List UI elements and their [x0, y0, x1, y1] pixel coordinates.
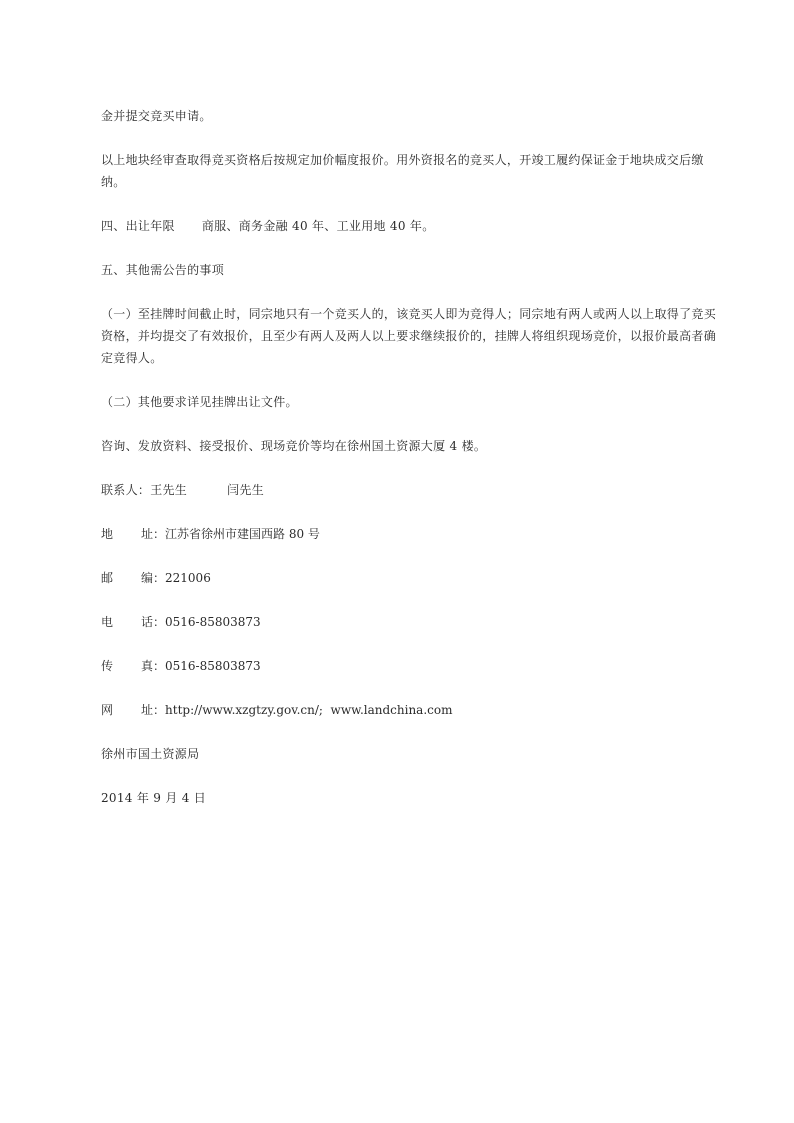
website-label-char: 网 [101, 703, 114, 717]
postcode-value: 221006 [165, 571, 211, 585]
address-label-char: 地 [101, 527, 114, 541]
transfer-term-text: 商服、商务金融 40 年、工业用地 40 年。 [201, 219, 435, 233]
document-body [101, 105, 723, 831]
address-value: 江苏省徐州市建国西路 80 号 [165, 527, 320, 541]
postcode-label-char: 邮 [101, 571, 114, 585]
fax-label-char: 传 [101, 659, 114, 673]
fax-value: 0516-85803873 [165, 659, 261, 673]
contact-label: 联系人：王先生 [101, 483, 188, 497]
paragraph-consultation: 咨询、发放资料、接受报价、现场竞价等均在徐州国土资源大厦 4 楼。 [101, 439, 487, 453]
contact-persons [101, 479, 723, 501]
phone-label-char: 电 [101, 615, 114, 629]
phone-row [101, 611, 723, 633]
fax-label-rest: 真： [141, 659, 166, 673]
website-value[interactable]: http://www.xzgtzy.gov.cn/; www.landchina.com [165, 703, 453, 717]
phone-value: 0516-85803873 [165, 615, 261, 629]
paragraph-application-end: 金并提交竞买申请。 [101, 109, 212, 123]
paragraph-item-one: （一）至挂牌时间截止时，同宗地只有一个竞买人的，该竞买人即为竞得人；同宗地有两人或两人以上取得了竞买资格，并均提交了有效报价，且至少有两人及两人以上要求继续报价的，挂牌人将组织现场竞价，以报价最高者确定竞得人。 [101, 307, 717, 365]
address-row [101, 523, 723, 545]
postcode-row [101, 567, 723, 589]
fax-row [101, 655, 723, 677]
address-label-rest: 址： [141, 527, 166, 541]
section-title-transfer-term: 四、出让年限 [101, 219, 175, 233]
contact-second-person: 闫先生 [227, 483, 265, 497]
website-label-rest: 址： [141, 703, 166, 717]
paragraph-item-two: （二）其他要求详见挂牌出让文件。 [101, 395, 298, 409]
paragraph-transfer-term [101, 215, 723, 237]
section-title-other-matters: 五、其他需公告的事项 [101, 263, 225, 277]
website-row [101, 699, 723, 721]
issuer-name: 徐州市国土资源局 [101, 747, 200, 761]
phone-label-rest: 话： [141, 615, 166, 629]
paragraph-bidding-rules: 以上地块经审查取得竞买资格后按规定加价幅度报价。用外资报名的竞买人，开竣工履约保证金于地块成交后缴纳。 [101, 153, 704, 189]
issue-date: 2014 年 9 月 4 日 [101, 791, 207, 805]
postcode-label-rest: 编： [141, 571, 166, 585]
